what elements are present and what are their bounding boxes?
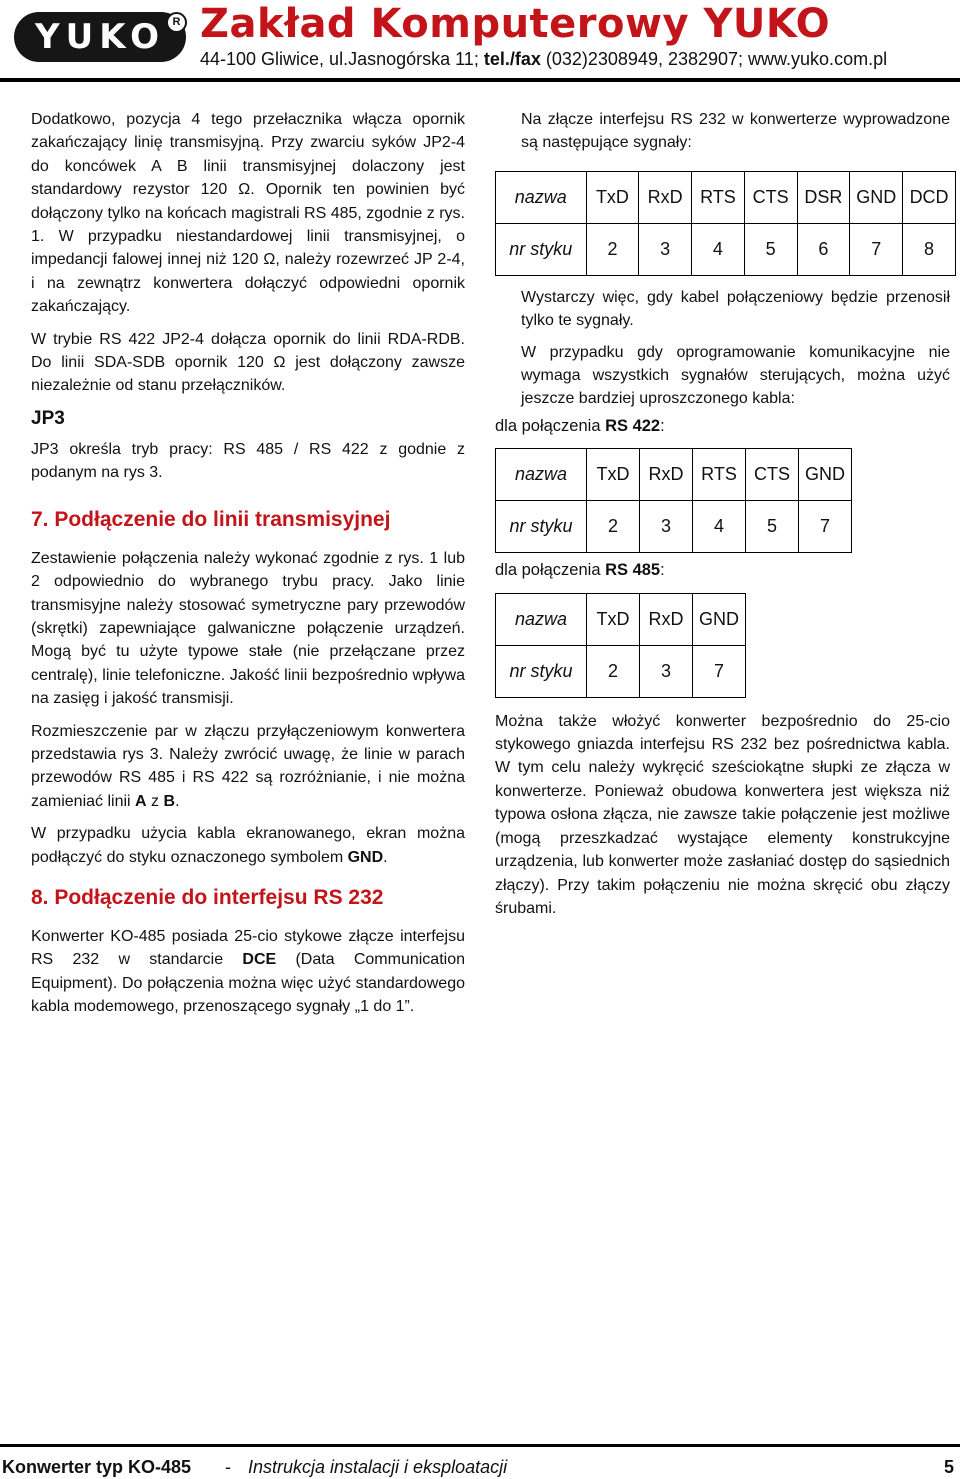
table-cell: DSR (797, 171, 850, 223)
address-part2: (032)2308949, 2382907; www.yuko.com.pl (540, 49, 888, 69)
table-cell: 6 (797, 223, 850, 275)
paragraph-connection: Zestawienie połączenia należy wykonać zgodnie z rys. 1 lub 2 odpowiednio do wybranego trybu pracy. Jako linie transmisyjne należy stosować symetryczne pary przewodów (skrętki) zapewniające galwaniczne połączenie urządzeń. Mogą być tu użyte typowe stałe (nie przełączane przez centralę), linie telefoniczne. Jakość linii bezpośrednio wpływa na zasięg i jakość transmisji. (31, 549, 465, 708)
footer-subtitle: Instrukcja instalacji i eksploatacji (248, 1457, 508, 1477)
rs485-signal-table (495, 593, 746, 698)
paragraph-direct-plug: Można także włożyć konwerter bezpośrednio do 25-cio stykowego gniazda interfejsu RS 232 bez pośrednictwa kabla. W tym celu należy wykręcić sześciokątne słupki ze złącza w konwerterze. Ponieważ obudowa konwertera jest większa niż typowa osłona złącza, nie zawsze takie połączenie jest możliwe (mogą przeszkadzać wystające elementy konstrukcyjne urządzenia, lub konwerter może zasłaniać dostęp do sąsiednich złączy). Przy takim połączeniu nie można skręcić obu złączy śrubami. (495, 712, 950, 917)
table-cell: 7 (799, 501, 852, 553)
section-7-heading: 7. Podłączenie do linii transmisyjnej (31, 507, 391, 531)
table-cell: 2 (587, 501, 640, 553)
table-row-names (496, 593, 746, 645)
paragraph-rs232-signals: Na złącze interfejsu RS 232 w konwerterze wyprowadzone są następujące sygnały: (521, 111, 950, 152)
header-divider (0, 78, 960, 82)
gnd-label: GND (347, 848, 384, 866)
page-header (0, 0, 960, 80)
table-cell: GND (693, 593, 746, 645)
table-cell: CTS (746, 449, 799, 501)
paragraph-rs232-connector: Konwerter KO-485 posiada 25-cio stykowe złącze interfejsu RS 232 w standarcie DCE (Data Communication Equipment). Do połączenia można więc użyć standardowego kabla modemowego, przenoszącego sygnały „1 do 1”. (31, 927, 465, 1016)
table-cell: RTS (693, 449, 746, 501)
table-row-names (496, 171, 956, 223)
company-name: Zakład Komputerowy YUKO (200, 1, 831, 47)
table-cell: GND (850, 171, 903, 223)
table-cell: CTS (744, 171, 797, 223)
table-label-nazwa: nazwa (496, 593, 587, 645)
table-row-names (496, 449, 852, 501)
paragraph-shield: W przypadku użycia kabla ekranowanego, ekran można podłączyć do styku oznaczonego symbolem GND. (31, 825, 465, 866)
rs422-caption: dla połączenia RS 422: (495, 416, 665, 435)
table-cell: 3 (640, 501, 693, 553)
table-cell: RxD (639, 171, 692, 223)
table-cell: 8 (903, 223, 956, 275)
page-footer (0, 1456, 960, 1478)
table-cell: 4 (693, 501, 746, 553)
table-cell: 5 (746, 501, 799, 553)
dce-label: DCE (242, 951, 277, 969)
table-cell: 5 (744, 223, 797, 275)
table-label-nr-styku: nr styku (496, 645, 587, 697)
rs485-caption: dla połączenia RS 485: (495, 561, 665, 580)
table-cell: DCD (903, 171, 956, 223)
table-cell: 4 (692, 223, 745, 275)
table-cell: RxD (640, 449, 693, 501)
line-b-label: B (163, 792, 176, 810)
paragraph-pair-layout: Rozmieszczenie par w złączu przyłączeniowym konwertera przedstawia rys 3. Należy zwrócić uwagę, że linie w parach przewodów RS 485 i RS 422 są rozróżnianie, i nie można zamieniać linii A z B. (31, 722, 465, 810)
yuko-logo (14, 12, 186, 62)
company-address (200, 48, 887, 70)
table-cell: 3 (640, 645, 693, 697)
address-telfax: tel./fax (483, 49, 541, 69)
table-label-nazwa: nazwa (496, 171, 587, 223)
jp3-heading: JP3 (31, 407, 65, 429)
table-cell: 7 (850, 223, 903, 275)
rs232-signal-table (495, 171, 956, 276)
footer-dash: - (225, 1457, 231, 1477)
paragraph-jp3: JP3 określa tryb pracy: RS 485 / RS 422 z godnie z podanym na rys 3. (31, 440, 465, 482)
table-cell: RTS (692, 171, 745, 223)
paragraph-terminator: Dodatkowo, pozycja 4 tego przełacznika włącza opornik zakańczający linię transmisyjną. Przy zwarciu syków JP2-4 do koncówek A B linii transmisyjnej dolaczony jest standardowy rezystor 120 Ω. Opornik ten powinien być dołączony tylko na końcach magistrali RS 485, zgodnie z rys. 1. W przypadku niestandardowej linii transmisyjnej, o impedancji falowej innej niż 120 Ω, należy rozewrzeć JP 2-4, i na zewnątrz konwertera dołączyć odpowiedni opornik zakańczający. (31, 111, 465, 316)
table-row-pins (496, 223, 956, 275)
table-cell: 2 (586, 223, 639, 275)
footer-divider (0, 1444, 960, 1447)
paragraph-cable-enough: Wystarczy więc, gdy kabel połączeniowy będzie przenosił tylko te sygnały. (521, 288, 950, 330)
table-cell: RxD (640, 593, 693, 645)
line-a-label: A (135, 792, 147, 810)
logo-text: YUKO (35, 17, 165, 57)
table-cell: GND (799, 449, 852, 501)
table-cell: TxD (586, 171, 639, 223)
section-8-heading: 8. Podłączenie do interfejsu RS 232 (31, 885, 384, 909)
paragraph-simplified-cable: W przypadku gdy oprogramowanie komunikacyjne nie wymaga wszystkich sygnałów sterujących, można użyć jeszcze bardziej uproszczonego kabla: (521, 343, 950, 408)
table-row-pins (496, 645, 746, 697)
footer-title: Konwerter typ KO-485 (2, 1457, 192, 1477)
page-number: 5 (943, 1457, 954, 1477)
table-row-pins (496, 501, 852, 553)
registered-mark-icon: R (166, 12, 187, 33)
table-label-nr-styku: nr styku (496, 501, 587, 553)
paragraph-rs422-mode: W trybie RS 422 JP2-4 dołącza opornik do linii RDA-RDB. Do linii SDA-SDB opornik 120 Ω jest dołączony zawsze niezależnie od stanu przełączników. (31, 330, 465, 395)
table-cell: 3 (639, 223, 692, 275)
table-cell: TxD (587, 449, 640, 501)
table-cell: 2 (587, 645, 640, 697)
table-label-nazwa: nazwa (496, 449, 587, 501)
right-column (495, 108, 956, 920)
table-cell: TxD (587, 593, 640, 645)
table-cell: 7 (693, 645, 746, 697)
address-part1: 44-100 Gliwice, ul.Jasnogórska 11; (200, 49, 484, 69)
table-label-nr-styku: nr styku (496, 223, 587, 275)
rs422-signal-table (495, 448, 852, 553)
left-column (31, 108, 465, 1019)
